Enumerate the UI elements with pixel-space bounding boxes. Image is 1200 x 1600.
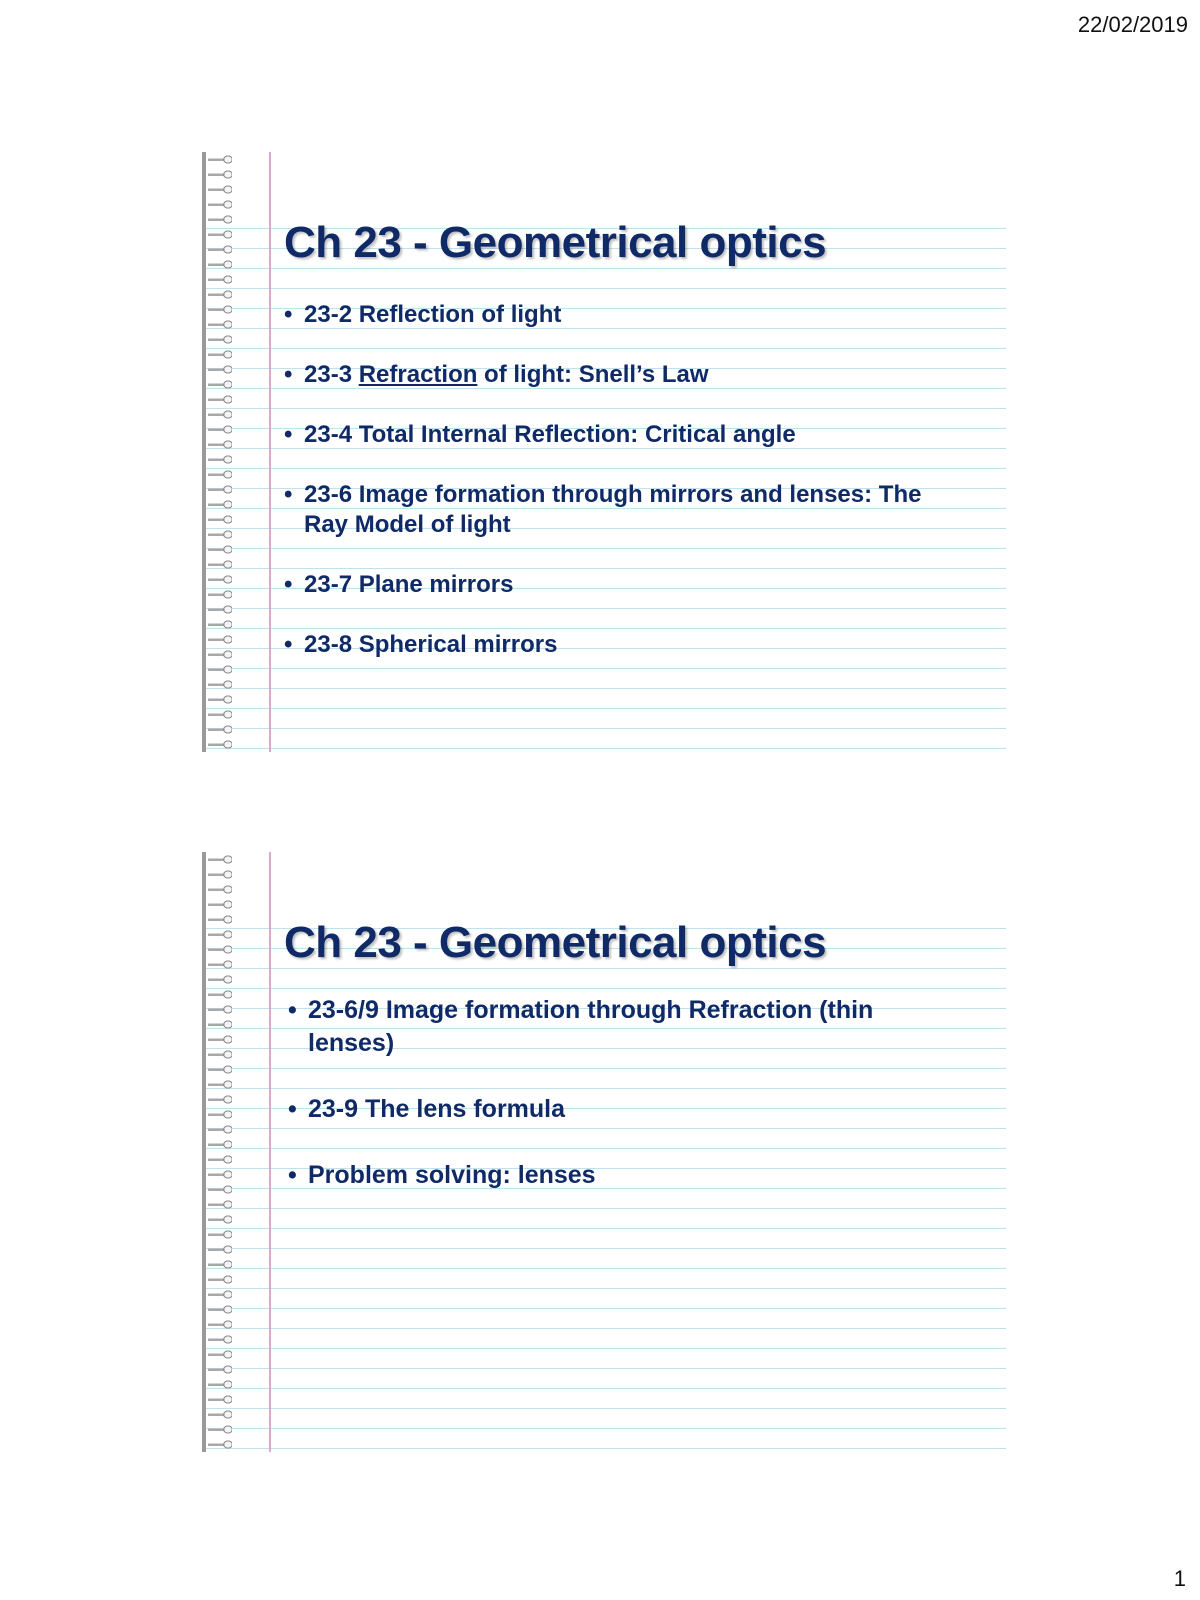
list-item: • 23-9 The lens formula <box>288 1093 966 1126</box>
slide-title: Ch 23 - Geometrical optics <box>284 218 827 267</box>
slide-2 <box>202 852 1006 1452</box>
list-item: • 23-3 Refraction of light: Snell’s Law <box>284 360 966 390</box>
bullet-list <box>284 300 966 690</box>
list-item: • 23-8 Spherical mirrors <box>284 630 966 660</box>
list-item: • 23-6 Image formation through mirrors and lenses: The Ray Model of light <box>284 480 966 540</box>
page-date: 22/02/2019 <box>1077 12 1188 37</box>
spiral-binding-icon <box>202 152 232 752</box>
list-item: • 23-6/9 Image formation through Refraction (thin lenses) <box>288 994 966 1060</box>
list-item: • 23-4 Total Internal Reflection: Critical angle <box>284 420 966 450</box>
bullet-list <box>288 994 966 1225</box>
slide-1 <box>202 152 1006 752</box>
slide-title: Ch 23 - Geometrical optics <box>284 918 827 967</box>
list-item: • 23-2 Reflection of light <box>284 300 966 330</box>
list-item: • Problem solving: lenses <box>288 1159 966 1192</box>
margin-line <box>269 152 271 752</box>
spiral-binding-icon <box>202 852 232 1452</box>
margin-line <box>269 852 271 1452</box>
list-item: • 23-7 Plane mirrors <box>284 570 966 600</box>
underlined-term: Refraction <box>358 361 478 388</box>
page-number: 1 <box>1173 1566 1186 1591</box>
